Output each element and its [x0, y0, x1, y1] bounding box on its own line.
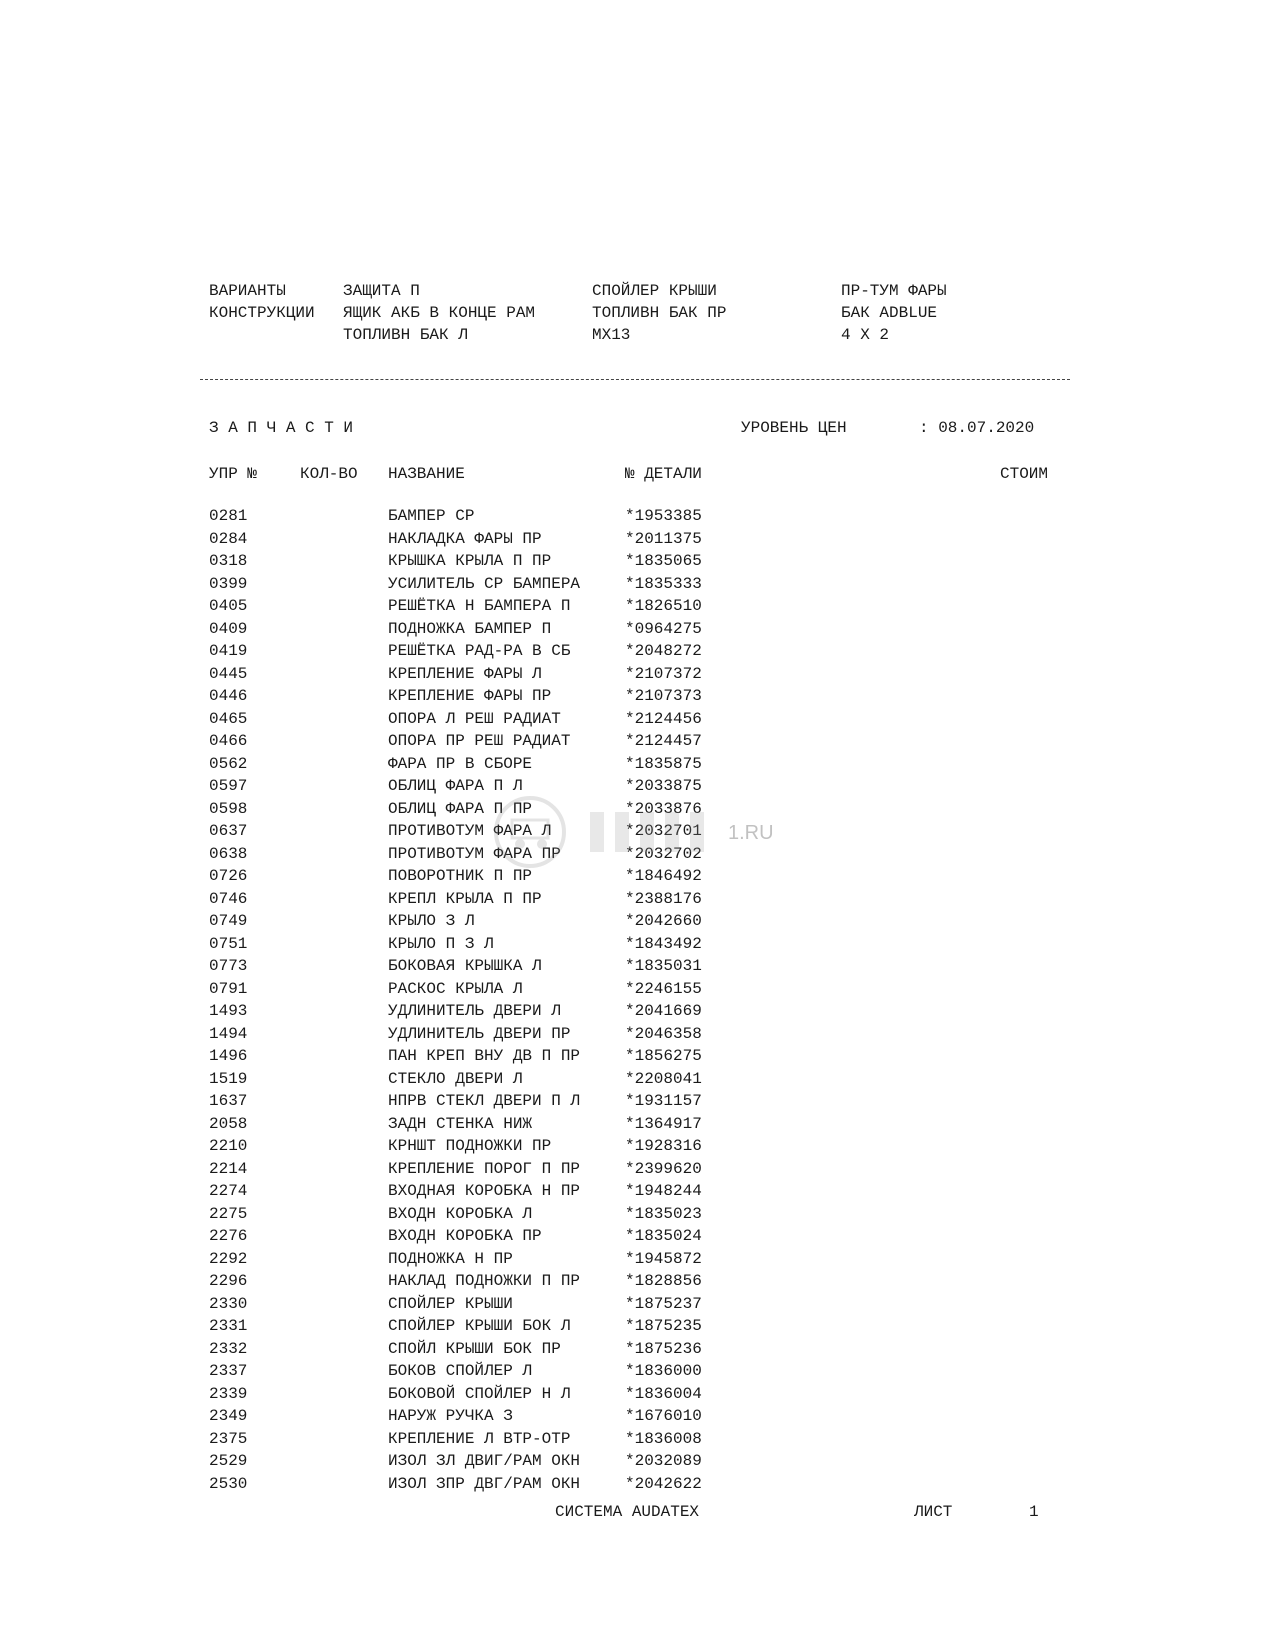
table-row: [0, 980, 1275, 1003]
row-name: РАСКОС КРЫЛА Л: [388, 979, 523, 998]
row-upr: 2275: [209, 1204, 248, 1223]
row-name: СПОЙЛЕР КРЫШИ: [388, 1294, 513, 1313]
row-name: ПОДНОЖКА БАМПЕР П: [388, 619, 552, 638]
row-upr: 2210: [209, 1137, 248, 1155]
row-upr: 0751: [209, 934, 248, 953]
row-part-no: *1835023: [625, 1204, 702, 1223]
table-row: [0, 1340, 1275, 1363]
table-row: [0, 1362, 1275, 1385]
row-part-no: *2046358: [625, 1024, 702, 1043]
row-part-no: *1843492: [625, 934, 702, 953]
table-row: [0, 530, 1275, 553]
column-header-part-no: № ДЕТАЛИ: [625, 465, 702, 483]
row-name: ПРОТИВОТУМ ФАРА Л: [388, 822, 552, 840]
table-row: [0, 1137, 1275, 1160]
row-upr: 0446: [209, 687, 248, 705]
row-part-no: *2399620: [625, 1159, 702, 1178]
table-row: [0, 1295, 1275, 1318]
row-name: БОКОВОЙ СПОЙЛЕР Н Л: [388, 1384, 571, 1403]
variant-col2-item: MX13: [592, 326, 631, 344]
table-row: [0, 1182, 1275, 1205]
variant-col1-item: ЗАЩИТА П: [343, 282, 420, 300]
table-row: [0, 1452, 1275, 1475]
row-name: СТЕКЛО ДВЕРИ Л: [388, 1069, 523, 1088]
row-upr: 0465: [209, 709, 248, 728]
row-upr: 0638: [209, 844, 248, 863]
row-part-no: *2032089: [625, 1452, 702, 1470]
row-name: ФАРА ПР В СБОРЕ: [388, 754, 533, 773]
row-part-no: *2042622: [625, 1474, 702, 1493]
row-part-no: *2033875: [625, 777, 702, 795]
row-part-no: *1875237: [625, 1294, 702, 1313]
row-name: КРЕПЛЕНИЕ ПОРОГ П ПР: [388, 1159, 581, 1178]
row-upr: 1493: [209, 1002, 248, 1020]
row-name: КРЕПЛЕНИЕ ФАРЫ ПР: [388, 687, 552, 705]
variant-col1-item: ТОПЛИВН БАК Л: [343, 326, 468, 344]
table-row: [0, 890, 1275, 913]
row-upr: 0598: [209, 799, 248, 818]
table-row: [0, 575, 1275, 598]
row-part-no: *1835024: [625, 1227, 702, 1245]
row-upr: 1494: [209, 1024, 248, 1043]
table-row: [0, 755, 1275, 778]
row-part-no: *1875235: [625, 1317, 702, 1335]
row-name: КРЕПЛЕНИЕ ФАРЫ Л: [388, 664, 542, 683]
row-part-no: *2042660: [625, 912, 702, 930]
table-row: [0, 1272, 1275, 1295]
row-name: ПРОТИВОТУМ ФАРА ПР: [388, 844, 561, 863]
row-upr: 0466: [209, 732, 248, 750]
row-upr: 2337: [209, 1362, 248, 1380]
row-upr: 0726: [209, 867, 248, 885]
row-upr: 2339: [209, 1384, 248, 1403]
row-part-no: *2041669: [625, 1002, 702, 1020]
dashed-separator: [200, 379, 1070, 380]
section-title: З А П Ч А С Т И: [209, 419, 354, 437]
row-part-no: *2388176: [625, 889, 702, 908]
row-part-no: *1856275: [625, 1047, 702, 1065]
table-row: [0, 957, 1275, 980]
row-part-no: *1931157: [625, 1092, 702, 1110]
row-part-no: *1836004: [625, 1384, 702, 1403]
row-upr: 2349: [209, 1407, 248, 1425]
row-part-no: *1676010: [625, 1407, 702, 1425]
table-row: [0, 867, 1275, 890]
row-name: НАКЛАД ПОДНОЖКИ П ПР: [388, 1272, 581, 1290]
table-row: [0, 1475, 1275, 1498]
row-part-no: *1875236: [625, 1339, 702, 1358]
price-level-value: : 08.07.2020: [919, 419, 1035, 437]
row-name: РЕШЁТКА Н БАМПЕРА П: [388, 597, 571, 615]
row-part-no: *2032702: [625, 844, 702, 863]
row-part-no: *2124457: [625, 732, 702, 750]
table-row: [0, 935, 1275, 958]
row-upr: 0746: [209, 889, 248, 908]
table-row: [0, 912, 1275, 935]
table-row: [0, 1407, 1275, 1430]
row-part-no: *0964275: [625, 619, 702, 638]
row-upr: 2331: [209, 1317, 248, 1335]
table-row: [0, 1205, 1275, 1228]
row-name: ПОВОРОТНИК П ПР: [388, 867, 533, 885]
variant-col3-item: 4 X 2: [841, 326, 890, 344]
row-part-no: *1948244: [625, 1182, 702, 1200]
table-row: [0, 1092, 1275, 1115]
row-upr: 0399: [209, 574, 248, 593]
variants-label-1: ВАРИАНТЫ: [209, 282, 286, 300]
row-upr: 0773: [209, 957, 248, 975]
variant-col2-item: СПОЙЛЕР КРЫШИ: [592, 282, 717, 300]
row-upr: 2276: [209, 1227, 248, 1245]
variant-col3-item: ПР-ТУМ ФАРЫ: [841, 282, 947, 300]
variant-col3-item: БАК ADBLUE: [841, 304, 938, 322]
row-name: УДЛИНИТЕЛЬ ДВЕРИ ПР: [388, 1024, 571, 1043]
row-part-no: *1846492: [625, 867, 702, 885]
row-upr: 0562: [209, 754, 248, 773]
row-upr: 0284: [209, 529, 248, 548]
row-name: БОКОВАЯ КРЫШКА Л: [388, 957, 542, 975]
row-part-no: *1953385: [625, 507, 702, 525]
table-row: [0, 597, 1275, 620]
row-part-no: *1835875: [625, 754, 702, 773]
row-upr: 1637: [209, 1092, 248, 1110]
row-upr: 0791: [209, 979, 248, 998]
row-name: РЕШЁТКА РАД-РА В СБ: [388, 642, 571, 660]
row-name: КРЫШКА КРЫЛА П ПР: [388, 552, 552, 570]
parts-list: [0, 507, 1275, 1497]
row-upr: 2296: [209, 1272, 248, 1290]
table-row: [0, 1430, 1275, 1453]
footer-sheet-label: ЛИСТ: [914, 1503, 953, 1521]
row-part-no: *1928316: [625, 1137, 702, 1155]
column-header-upr: УПР №: [209, 465, 258, 483]
row-name: КРЕПЛ КРЫЛА П ПР: [388, 889, 542, 908]
row-part-no: *2246155: [625, 979, 702, 998]
row-name: КРЫЛО П З Л: [388, 934, 494, 953]
watermark-text: 1.RU: [728, 822, 774, 844]
row-part-no: *1364917: [625, 1114, 702, 1133]
table-row: [0, 620, 1275, 643]
row-upr: 0409: [209, 619, 248, 638]
table-row: [0, 1160, 1275, 1183]
row-name: ИЗОЛ ЗЛ ДВИГ/РАМ ОКН: [388, 1452, 581, 1470]
row-name: КРНШТ ПОДНОЖКИ ПР: [388, 1137, 552, 1155]
row-name: ПАН КРЕП ВНУ ДВ П ПР: [388, 1047, 581, 1065]
row-part-no: *2107372: [625, 664, 702, 683]
table-row: [0, 1385, 1275, 1408]
table-row: [0, 1070, 1275, 1093]
table-row: [0, 732, 1275, 755]
row-upr: 0281: [209, 507, 248, 525]
row-upr: 2332: [209, 1339, 248, 1358]
row-part-no: *2048272: [625, 642, 702, 660]
row-name: СПОЙЛЕР КРЫШИ БОК Л: [388, 1317, 571, 1335]
table-row: [0, 710, 1275, 733]
column-header-cost: СТОИМ: [1000, 465, 1049, 483]
table-row: [0, 1025, 1275, 1048]
row-upr: 0637: [209, 822, 248, 840]
row-name: ВХОДН КОРОБКА ПР: [388, 1227, 542, 1245]
table-row: [0, 1115, 1275, 1138]
row-upr: 0318: [209, 552, 248, 570]
table-row: [0, 552, 1275, 575]
row-name: ЗАДН СТЕНКА НИЖ: [388, 1114, 533, 1133]
row-name: БОКОВ СПОЙЛЕР Л: [388, 1362, 533, 1380]
row-part-no: *1835031: [625, 957, 702, 975]
row-part-no: *1835065: [625, 552, 702, 570]
table-row: [0, 507, 1275, 530]
row-upr: 2330: [209, 1294, 248, 1313]
price-level-label: УРОВЕНЬ ЦЕН: [741, 419, 847, 437]
row-upr: 0597: [209, 777, 248, 795]
row-part-no: *2124456: [625, 709, 702, 728]
row-part-no: *1836008: [625, 1429, 702, 1448]
row-part-no: *2107373: [625, 687, 702, 705]
row-part-no: *1826510: [625, 597, 702, 615]
row-part-no: *1828856: [625, 1272, 702, 1290]
table-row: [0, 687, 1275, 710]
variants-label-2: КОНСТРУКЦИИ: [209, 304, 315, 322]
table-row: [0, 1002, 1275, 1025]
row-upr: 2274: [209, 1182, 248, 1200]
row-upr: 2375: [209, 1429, 248, 1448]
row-upr: 2214: [209, 1159, 248, 1178]
row-part-no: *1945872: [625, 1249, 702, 1268]
row-part-no: *2032701: [625, 822, 702, 840]
row-name: ВХОДНАЯ КОРОБКА Н ПР: [388, 1182, 581, 1200]
row-part-no: *1835333: [625, 574, 702, 593]
row-name: ОПОРА ПР РЕШ РАДИАТ: [388, 732, 571, 750]
row-upr: 0749: [209, 912, 248, 930]
column-header-name: НАЗВАНИЕ: [388, 465, 465, 483]
table-row: [0, 1227, 1275, 1250]
row-name: НАКЛАДКА ФАРЫ ПР: [388, 529, 542, 548]
row-upr: 0419: [209, 642, 248, 660]
row-part-no: *2011375: [625, 529, 702, 548]
row-upr: 2058: [209, 1114, 248, 1133]
row-name: ОБЛИЦ ФАРА П ПР: [388, 799, 533, 818]
footer-sheet-number: 1: [1029, 1503, 1039, 1521]
variant-col1-item: ЯЩИК АКБ В КОНЦЕ РАМ: [343, 304, 536, 322]
table-row: [0, 665, 1275, 688]
table-row: [0, 1250, 1275, 1273]
row-part-no: *1836000: [625, 1362, 702, 1380]
row-upr: 2530: [209, 1474, 248, 1493]
row-name: НПРВ СТЕКЛ ДВЕРИ П Л: [388, 1092, 581, 1110]
table-row: [0, 642, 1275, 665]
row-upr: 0445: [209, 664, 248, 683]
column-header-qty: КОЛ-ВО: [300, 465, 358, 483]
row-upr: 1496: [209, 1047, 248, 1065]
row-part-no: *2033876: [625, 799, 702, 818]
row-name: БАМПЕР СР: [388, 507, 475, 525]
row-upr: 2529: [209, 1452, 248, 1470]
variant-col2-item: ТОПЛИВН БАК ПР: [592, 304, 727, 322]
row-name: ОПОРА Л РЕШ РАДИАТ: [388, 709, 561, 728]
footer-system: СИСТЕМА AUDATEX: [555, 1503, 700, 1521]
row-name: СПОЙЛ КРЫШИ БОК ПР: [388, 1339, 561, 1358]
row-name: ПОДНОЖКА Н ПР: [388, 1249, 513, 1268]
row-name: КРЫЛО З Л: [388, 912, 475, 930]
row-upr: 2292: [209, 1249, 248, 1268]
row-part-no: *2208041: [625, 1069, 702, 1088]
row-name: НАРУЖ РУЧКА З: [388, 1407, 513, 1425]
row-name: ОБЛИЦ ФАРА П Л: [388, 777, 523, 795]
row-name: ИЗОЛ ЗПР ДВГ/РАМ ОКН: [388, 1474, 581, 1493]
row-name: ВХОДН КОРОБКА Л: [388, 1204, 533, 1223]
row-name: КРЕПЛЕНИЕ Л ВТР-ОТР: [388, 1429, 571, 1448]
row-upr: 1519: [209, 1069, 248, 1088]
table-row: [0, 1047, 1275, 1070]
row-name: УДЛИНИТЕЛЬ ДВЕРИ Л: [388, 1002, 561, 1020]
row-upr: 0405: [209, 597, 248, 615]
table-row: [0, 1317, 1275, 1340]
row-name: УСИЛИТЕЛЬ СР БАМПЕРА: [388, 574, 581, 593]
